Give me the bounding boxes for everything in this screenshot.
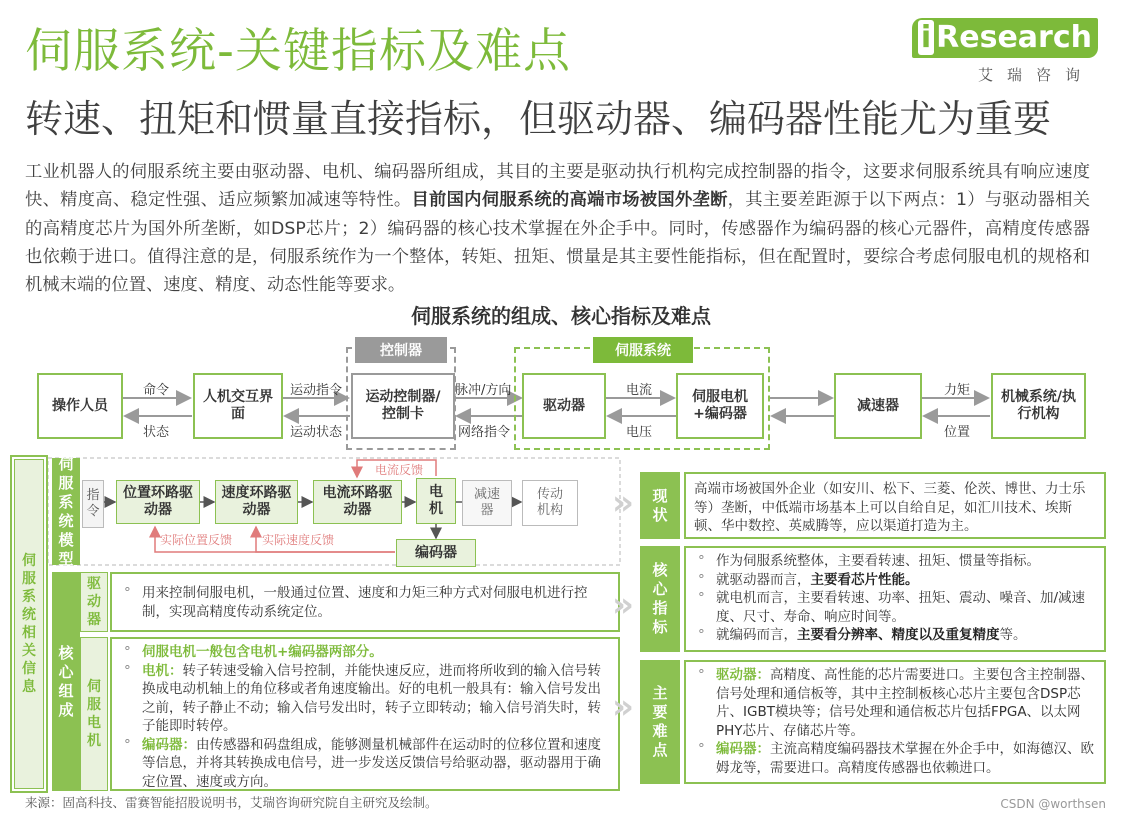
current-loop-driver: 电流环路驱动器 xyxy=(313,480,402,524)
label-motion-state: 运动状态 xyxy=(290,425,343,440)
core-motor-label: 伺服电机 xyxy=(80,637,108,791)
reducer-box: 减速器 xyxy=(834,373,922,439)
driver-box: 驱动器 xyxy=(522,373,606,439)
mechanical-system-box: 机械系统/执行机构 xyxy=(991,373,1086,439)
page-subtitle: 转速、扭矩和惯量直接指标，但驱动器、编码器性能尤为重要 xyxy=(25,97,1052,141)
motion-controller-box: 运动控制器/控制卡 xyxy=(351,373,455,439)
iresearch-logo: i Research 艾瑞咨询 xyxy=(948,10,1098,85)
label-voltage: 电压 xyxy=(626,425,653,440)
motor-encoder-box: 伺服电机+编码器 xyxy=(676,373,764,439)
core-index-panel: ° 作为伺服系统整体，主要看转速、扭矩、惯量等指标。 ° 就驱动器而言，主要看芯片性能。 ° 就电机而言，主要看转速、功率、扭矩、震动、噪音、加/减速度、尺寸、寿命、响应时间等。 ° 就编码而言，主要看分辨率、精度以及重复精度等。 xyxy=(684,546,1106,652)
position-feedback-label: 实际位置反馈 xyxy=(160,533,233,547)
model-command: 指令 xyxy=(82,480,104,528)
chevron-icon: » xyxy=(612,483,634,523)
diagram-title: 伺服系统的组成、核心指标及难点 xyxy=(411,304,711,328)
core-side-label: 核心组成 xyxy=(52,572,80,791)
difficulty-label: 主要难点 xyxy=(640,660,680,784)
source-note: 来源：固高科技、雷赛智能招股说明书，艾瑞咨询研究院自主研究及绘制。 xyxy=(25,795,438,810)
hmi-box: 人机交互界面 xyxy=(193,373,283,439)
position-loop-driver: 位置环路驱动器 xyxy=(116,480,200,524)
current-feedback-label: 电流反馈 xyxy=(375,463,424,477)
model-reducer: 减速器 xyxy=(462,480,512,526)
label-pulse: 脉冲/方向 xyxy=(455,383,512,398)
label-torque: 力矩 xyxy=(944,383,971,398)
intro-paragraph: 工业机器人的伺服系统主要由驱动器、电机、编码器所组成，其目的主要是驱动执行机构完成控制器的指令，这要求伺服系统具有响应速度快、精度高、稳定性强、适应频繁加减速等特性。目前国内伺服系统的高端市场被国外垄断，其主要差距源于以下两点：1）与驱动器相关的高精度芯片为国外所垄断，如DSP芯片；2）编码器的核心技术掌握在外企手中。同时，传感器作为编码器的核心元器件，高精度传感器也依赖于进口。值得注意的是，伺服系统作为一个整体，转矩、扭矩、惯量是其主要性能指标，但在配置时，要综合考虑伺服电机的规格和机械末端的位置、速度、精度、动态性能等要求。 xyxy=(25,162,1090,296)
page-title: 伺服系统-关键指标及难点 xyxy=(25,24,571,79)
label-net-cmd: 网络指令 xyxy=(458,425,511,440)
core-driver-panel: ° 用来控制伺服电机，一般通过位置、速度和力矩三种方式对伺服电机进行控制，实现高精度传动系统定位。 xyxy=(110,572,620,632)
model-motor: 电机 xyxy=(416,478,456,524)
speed-loop-driver: 速度环路驱动器 xyxy=(215,480,298,524)
servo-tag: 伺服系统 xyxy=(593,337,693,363)
chevron-icon: » xyxy=(612,687,634,727)
model-side-label: 伺服系统模型 xyxy=(52,458,80,565)
core-motor-panel: ° 伺服电机一般包含电机+编码器两部分。 ° 电机：转子转速受输入信号控制，并能快速反应，进而将所收到的输入信号转换成电动机轴上的角位移或者角速度输出。好的电机一般具有：输入信号发出之前，转子静止不动；输入信号发出时，转子立即转动；输入信号消失时，转子能即时转停。 ° 编码器：由传感器和码盘组成，能够测量机械部件在运动时的位移位置和速度等信息，并将其转换成电信号，进一步发送反馈信号给驱动器，驱动器用于确定位置、速度或方向。 xyxy=(110,637,620,791)
label-position: 位置 xyxy=(944,425,971,440)
core-driver-label: 驱动器 xyxy=(80,572,108,632)
core-index-label: 核心指标 xyxy=(640,546,680,652)
status-label: 现状 xyxy=(640,472,680,539)
operator-box: 操作人员 xyxy=(37,373,123,439)
csdn-watermark: CSDN @worthsen xyxy=(1000,797,1106,811)
label-current: 电流 xyxy=(626,383,653,398)
model-encoder: 编码器 xyxy=(396,539,476,567)
label-state: 状态 xyxy=(143,425,170,440)
label-command: 命令 xyxy=(143,383,170,398)
difficulty-panel: ° 驱动器：高精度、高性能的芯片需要进口。主要包含主控制器、信号处理和通信板等，其中主控制板核心芯片主要包含DSP芯片、IGBT模块等；信号处理和通信板芯片包括FPGA、以太网PHY芯片、存储芯片等。 ° 编码器：主流高精度编码器技术掌握在外企手中，如海德汉、欧姆龙等，需要进口。高精度传感器也依赖进口。 xyxy=(684,660,1106,784)
model-drive-mechanism: 传动机构 xyxy=(522,480,578,526)
status-panel: 高端市场被国外企业（如安川、松下、三菱、伦茨、博世、力士乐等）垄断，中低端市场基本上可以自给自足，如汇川技术、埃斯顿、华中数控、英威腾等，应以渠道打造为主。 xyxy=(684,472,1106,539)
left-side-label: 伺服系统相关信息 xyxy=(14,459,44,789)
label-motion-cmd: 运动指令 xyxy=(290,383,343,398)
controller-tag: 控制器 xyxy=(355,337,447,363)
speed-feedback-label: 实际速度反馈 xyxy=(262,533,335,547)
chevron-icon: » xyxy=(612,585,634,625)
